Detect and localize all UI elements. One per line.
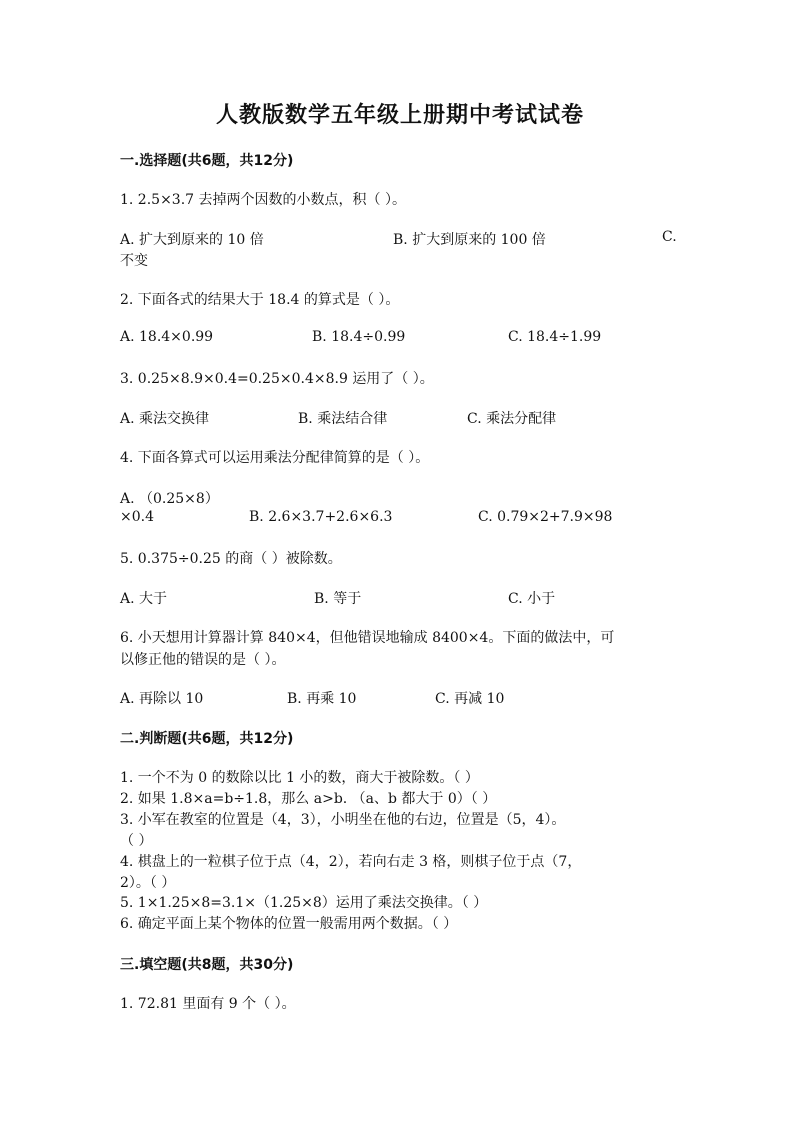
- section-heading-fill: 三.填空题(共8题，共30分): [120, 957, 294, 973]
- option-3b: B. 乘法结合律: [298, 411, 388, 427]
- option-6c: C. 再减 10: [435, 691, 505, 707]
- judge-1: 1. 一个不为 0 的数除以比 1 小的数，商大于被除数。（ ）: [120, 770, 479, 786]
- option-6b: B. 再乘 10: [287, 691, 357, 707]
- judge-5: 5. 1×1.25×8=3.1×（1.25×8）运用了乘法交换律。（ ）: [120, 895, 488, 911]
- option-2b: B. 18.4÷0.99: [312, 329, 406, 345]
- judge-4-cont: 2）。（ ）: [120, 875, 176, 891]
- option-4a: A. （0.25×8）: [120, 491, 219, 507]
- option-2a: A. 18.4×0.99: [120, 329, 214, 345]
- question-1: 1. 2.5×3.7 去掉两个因数的小数点，积（ ）。: [120, 192, 406, 208]
- option-1c: C.: [662, 229, 677, 245]
- question-5: 5. 0.375÷0.25 的商（ ）被除数。: [120, 551, 342, 567]
- question-6-cont: 以修正他的错误的是（ ）。: [120, 652, 286, 668]
- question-4: 4. 下面各算式可以运用乘法分配律简算的是（ ）。: [120, 450, 430, 466]
- fill-1: 1. 72.81 里面有 9 个（ ）。: [120, 996, 296, 1012]
- judge-2: 2. 如果 1.8×a=b÷1.8，那么 a>b. （a、b 都大于 0）（ ）: [120, 791, 497, 807]
- question-6: 6. 小天想用计算器计算 840×4，但他错误地输成 8400×4。下面的做法中，可: [120, 630, 615, 646]
- judge-3: 3. 小军在教室的位置是（4，3），小明坐在他的右边，位置是（5，4）。: [120, 812, 566, 828]
- option-5a: A. 大于: [120, 591, 168, 607]
- question-2: 2. 下面各式的结果大于 18.4 的算式是（ ）。: [120, 292, 400, 308]
- section-heading-judge: 二.判断题(共6题，共12分): [120, 731, 294, 747]
- section-heading-choice: 一.选择题(共6题，共12分): [120, 153, 294, 169]
- judge-3-cont: （ ）: [120, 833, 153, 849]
- option-5b: B. 等于: [314, 591, 362, 607]
- option-3c: C. 乘法分配律: [467, 411, 557, 427]
- option-1a: A. 扩大到原来的 10 倍: [120, 232, 264, 248]
- page-title: 人教版数学五年级上册期中考试试卷: [215, 103, 584, 128]
- option-4a-cont: ×0.4: [120, 509, 154, 525]
- option-6a: A. 再除以 10: [120, 691, 204, 707]
- option-1c-text: 不变: [120, 253, 148, 269]
- option-5c: C. 小于: [508, 591, 556, 607]
- option-3a: A. 乘法交换律: [120, 411, 210, 427]
- option-4b: B. 2.6×3.7+2.6×6.3: [249, 509, 393, 525]
- option-4c: C. 0.79×2+7.9×98: [478, 509, 613, 525]
- judge-6: 6. 确定平面上某个物体的位置一般需用两个数据。（ ）: [120, 916, 458, 932]
- option-2c: C. 18.4÷1.99: [508, 329, 602, 345]
- option-1b: B. 扩大到原来的 100 倍: [393, 232, 546, 248]
- question-3: 3. 0.25×8.9×0.4=0.25×0.4×8.9 运用了（ ）。: [120, 371, 434, 387]
- judge-4: 4. 棋盘上的一粒棋子位于点（4，2），若向右走 3 格，则棋子位于点（7，: [120, 854, 582, 870]
